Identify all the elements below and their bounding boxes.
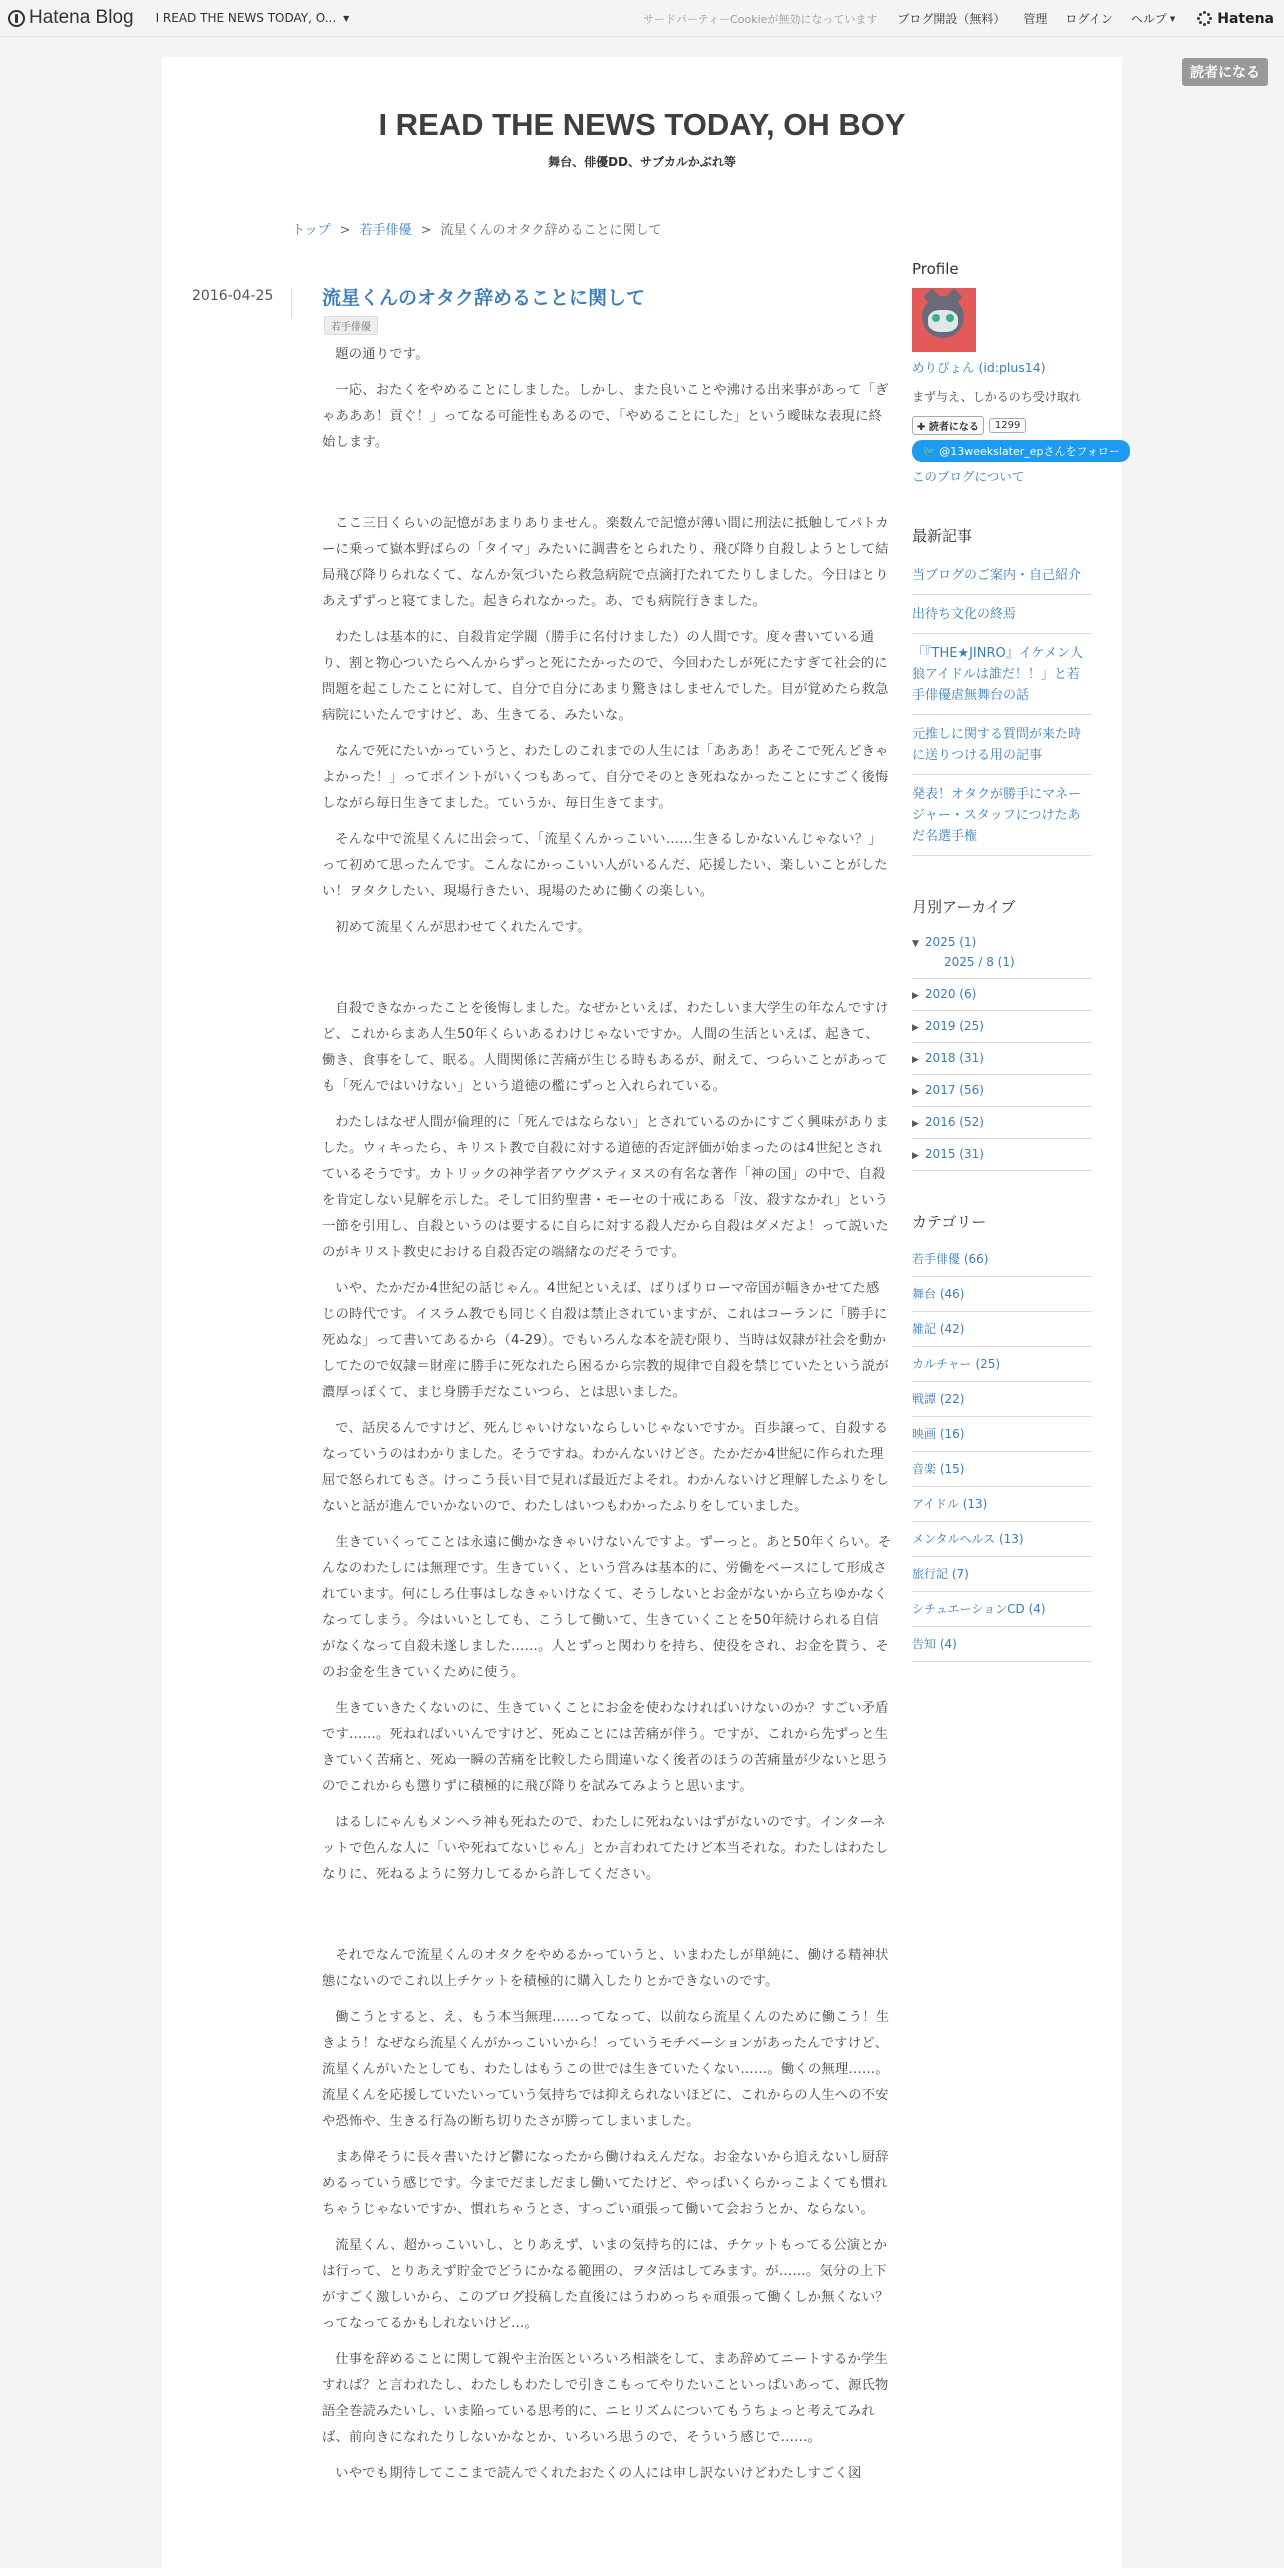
entry-paragraph: いやでも期待してここまで読んでくれたおたくの人には申し訳ないけどわたしすごく図 xyxy=(335,2466,862,2481)
category-list xyxy=(912,1242,1092,1662)
cookie-notice: サードパーティーCookieが無効になっています xyxy=(643,12,878,26)
entry-paragraph: まあ偉そうに長々書いたけど鬱になったから働けねえんだな。お金ないから追えないし厨辞めるっていう感じです。今までだましだまし働いてたけど、やっぱいくらかっこよくても慣れちゃうじゃないですか、慣れちゃうとさ、すっごい頑張って働いて会おうとか、ならない。 xyxy=(322,2150,889,2217)
archive-item xyxy=(912,1107,1092,1139)
entry-paragraph: ここ三日くらいの記憶があまりありません。楽数んで記憶が薄い間に刑法に抵触してパトカーに乗って嶽本野ばらの「タイマ」みたいに調書をとられたり、飛び降り自殺しようとして結局飛び降りられなくて、なんか気づいたら救急病院で点滴打たれてたりしました。今日はとりあえずずっと寝てました。起きられなかった。あ、でも病院行きました。 xyxy=(322,516,889,609)
entry-paragraph: 初めて流星くんが思わせてくれたんです。 xyxy=(335,920,591,935)
archive-heading: 月別アーカイブ xyxy=(912,898,1016,916)
category-link[interactable]: 若手俳優 (66) xyxy=(912,1252,989,1266)
archive-item xyxy=(912,1011,1092,1043)
recent-list xyxy=(912,556,1092,856)
entry-paragraph: それでなんで流星くんのオタクをやめるかっていうと、いまわたしが単純に、働ける精神状態にないのでこれ以上チケットを積極的に購入したりとかできないのです。 xyxy=(322,1948,889,1989)
twitter-follow-button[interactable]: 🐦 @13weekslater_epさんをフォロー xyxy=(912,440,1130,462)
archive-year-link[interactable]: 2025 (1) xyxy=(924,935,977,949)
triangle-right-icon[interactable]: ▶ xyxy=(912,1087,919,1097)
profile-user-link[interactable]: めりぴょん (id:plus14) xyxy=(912,360,1046,375)
breadcrumb-current: 流星くんのオタク辞めることに関して xyxy=(440,223,662,238)
brand-label: Hatena Blog xyxy=(29,7,134,28)
category-link[interactable]: 音楽 (15) xyxy=(912,1462,965,1476)
blog-title[interactable]: I READ THE NEWS TODAY, OH BOY xyxy=(378,107,906,142)
archive-year-link[interactable]: 2020 (6) xyxy=(924,987,977,1001)
list-item xyxy=(912,775,1092,856)
hatena-label: Hatena xyxy=(1217,10,1274,27)
list-item xyxy=(912,1522,1092,1557)
recent-article-link[interactable]: 出待ち文化の終焉 xyxy=(912,607,1017,622)
list-item xyxy=(912,1417,1092,1452)
category-link[interactable]: 映画 (16) xyxy=(912,1427,965,1441)
login-link[interactable]: ログイン xyxy=(1065,12,1113,26)
entry-paragraph: 働こうとすると、え、もう本当無理……ってなって、以前なら流星くんのために働こう！生きよう！なぜなら流星くんがかっこいいから！っていうモチベーションがあったんですけど、流星くんがいたとしても、わたしはもうこの世では生きていたくない……。働くの無理……。流星くんを応援していたいっていう気持ちでは抑えられないほどに、これからの人生への不安や恐怖や、生きる行為の断ち切りたさが勝ってしまいました。 xyxy=(322,2010,890,2129)
list-item xyxy=(912,634,1092,715)
archive-item xyxy=(912,1075,1092,1107)
category-link[interactable]: 旅行記 (7) xyxy=(912,1567,969,1581)
blog-panel xyxy=(162,57,1122,2568)
category-link[interactable]: 戦譚 (22) xyxy=(912,1392,965,1406)
list-item xyxy=(912,1592,1092,1627)
category-link[interactable]: 舞台 (46) xyxy=(912,1287,965,1301)
entry-paragraph: 自殺できなかったことを後悔しました。なぜかといえば、わたしいま大学生の年なんですけど、これからまあ人生50年くらいあるわけじゃないですか。人間の生活といえば、起きて、働き、食事をして、眠る。人間関係に苦痛が生じる時もあるが、耐えて、つらいことがあっても「死んではいけない」という道徳の檻にずっと入れられている。 xyxy=(322,1001,889,1094)
triangle-right-icon[interactable]: ▶ xyxy=(912,1151,919,1161)
hatena-dots-icon xyxy=(1197,11,1212,26)
profile-heading: Profile xyxy=(912,260,959,278)
reader-count: 1299 xyxy=(989,418,1026,433)
entry-paragraph: わたしはなぜ人間が倫理的に「死んではならない」とされているのかにすごく興味がありました。ウィキったら、キリスト教で自殺に対する道徳的否定評価が始まったのは4世紀とされているそうです。カトリックの神学者アウグスティヌスの有名な著作「神の国」の中で、自殺を肯定しない見解を示した。そして旧約聖書・モーセの十戒にある「汝、殺すなかれ」という一節を引用し、自殺というのは要するに自らに対する殺人だから自殺はダメだよ！って説いたのがキリスト教史における自殺否定の端緒なのだそうです。 xyxy=(322,1115,889,1260)
archive-item xyxy=(912,979,1092,1011)
avatar[interactable] xyxy=(912,288,976,352)
list-item xyxy=(912,715,1092,775)
sidebar xyxy=(912,260,1120,1662)
category-link[interactable]: シチュエーションCD (4) xyxy=(912,1602,1046,1616)
archive-year-link[interactable]: 2017 (56) xyxy=(924,1083,984,1097)
caret-down-icon: ▼ xyxy=(343,13,350,23)
recent-article-link[interactable]: 発表！オタクが勝手にマネージャー・スタッフにつけたあだ名選手権 xyxy=(912,787,1082,844)
entry-paragraph: 題の通りです。 xyxy=(335,347,429,362)
list-item xyxy=(912,1312,1092,1347)
category-link[interactable]: メンタルヘルス (13) xyxy=(912,1532,1024,1546)
help-label: ヘルプ xyxy=(1130,12,1167,26)
global-header xyxy=(0,0,1284,37)
archive-year-link[interactable]: 2018 (31) xyxy=(924,1051,984,1065)
list-item xyxy=(912,1627,1092,1662)
entry-paragraph: 流星くん、超かっこいいし、とりあえず、いまの気持ち的には、チケットもってる公演とかは行って、とりあえず貯金でどうにかなる範囲の、ヲタ活はしてみます。が……。気分の上下がすごく激しいから、このブログ投稿した直後にはうわめっちゃ頑張って働くしか無くない？ってなってるかもしれないけど…。 xyxy=(322,2238,889,2331)
entry-paragraph: そんな中で流星くんに出会って、「流星くんかっこいい……生きるしかないんじゃない？」って初めて思ったんです。こんなにかっこいい人がいるんだ、応援したい、楽しいことがしたい！ヲタクしたい、現場行きたい、現場のために働くの楽しい。 xyxy=(322,832,888,899)
entry-paragraph: 仕事を辞めることに関して親や主治医といろいろ相談をして、まあ辞めてニートするか学生すれば？と言われたし、わたしもわたしで引きこもってやりたいこといっぱいあって、源氏物語全巻読みたいし、いま陥っている思考的に、ニヒリズムについてもうちょっと考えてみれば、前向きになれたりしないかなとか、いろいろ思うので、そういう感じで……。 xyxy=(322,2352,889,2445)
archive-item xyxy=(912,1043,1092,1075)
archive-list xyxy=(912,927,1092,1171)
hatena-blog-logo[interactable] xyxy=(8,7,134,29)
caret-down-icon: ▼ xyxy=(1169,14,1176,23)
recent-article-link[interactable]: 「『THE★JINRO』イケメン人狼アイドルは誰だ！！」と若手俳優虐無舞台の話 xyxy=(912,646,1083,703)
entry-paragraph: で、話戻るんですけど、死んじゃいけないならしいじゃないですか。百歩譲って、自殺するなっていうのはわかりました。そうですね。わかんないけどさ。たかだか4世紀に作られた理屈で怒られてもさ。けっこう長い目で見れば最近だよそれ。わかんないけど理解したふりをしないと話が進んでいかないので、わたしはいつもわかったふりをしていました。 xyxy=(322,1421,890,1514)
archive-item xyxy=(912,1139,1092,1171)
blog-selector-label: I READ THE NEWS TODAY, O... xyxy=(155,11,337,25)
list-item xyxy=(912,595,1092,634)
list-item xyxy=(912,1382,1092,1417)
archive-year-link[interactable]: 2016 (52) xyxy=(924,1115,984,1129)
entry-paragraph: 一応、おたくをやめることにしました。しかし、また良いことや沸ける出来事があって「ぎゃあああ！貢ぐ！」ってなる可能性もあるので、「やめることにした」という曖昧な表現に終始します。 xyxy=(322,383,889,450)
list-item xyxy=(912,1557,1092,1592)
admin-link[interactable]: 管理 xyxy=(1023,12,1048,26)
sidebar-subscribe-label: 読者になる xyxy=(928,422,979,433)
sidebar-subscribe-button[interactable]: ✚ 読者になる xyxy=(912,416,984,435)
entry-category-badge[interactable]: 若手俳優 xyxy=(324,316,378,335)
list-item xyxy=(912,1452,1092,1487)
entry-paragraph: いや、たかだか4世紀の話じゃん。4世紀といえば、ばりばりローマ帝国が幅きかせてた感じの時代です。イスラム教でも同じく自殺は禁止されていますが、これはコーランに「勝手に死ぬな」って書いてあるから（4-29）。でもいろんな本を読む限り、当時は奴隷が社会を動かしてたので奴隷＝財産に勝手に死なれたら困るから宗教的規律で自殺を禁じていたという説が濃厚っぽくて、まじ身勝手だなこいつら、とは思いました。 xyxy=(322,1281,889,1400)
recent-article-link[interactable]: 当ブログのご案内・自己紹介 xyxy=(912,568,1082,583)
blog-description: 舞台、俳優DD、サブカルかぶれ等 xyxy=(548,155,736,169)
profile-bio: まず与え、しかるのち受け取れ xyxy=(912,390,1081,404)
category-link[interactable]: 雑記 (42) xyxy=(912,1322,965,1336)
triangle-down-icon[interactable]: ▼ xyxy=(912,939,919,949)
recent-heading: 最新記事 xyxy=(912,527,973,545)
archive-item xyxy=(912,927,1092,979)
subscribe-button[interactable]: 読者になる xyxy=(1182,58,1268,86)
about-blog-link[interactable]: このブログについて xyxy=(912,469,1025,484)
entry-paragraph: はるしにゃんもメンヘラ神も死ねたので、わたしに死ねないはずがないのです。インターネットで色んな人に「いや死ねてないじゃん」とか言われてたけど本当それな。わたしはわたしなりに、死ねるように努力してるから許してください。 xyxy=(322,1815,889,1882)
entry-paragraph: 生きていきたくないのに、生きていくことにお金を使わなければいけないのか？すごい矛盾です……。死ねればいいんですけど、死ぬことには苦痛が伴う。ですが、これから先ずっと生きていく苦痛と、死ぬ一瞬の苦痛を比較したら間違いなく後者のほうの苦痛量が少ないと思うのでこれからも懲りずに積極的に飛び降りを試みてみようと思います。 xyxy=(322,1701,889,1794)
list-item xyxy=(912,1487,1092,1522)
entry-title[interactable]: 流星くんのオタク辞めることに関して xyxy=(322,287,646,309)
category-heading: カテゴリー xyxy=(912,1213,987,1231)
entry-paragraph: 生きていくってことは永遠に働かなきゃいけないんですよ。ずーっと。あと50年くらい。そんなのわたしには無理です。生きていく、という営みは基本的に、労働をベースにして形成されています。何にしろ仕事はしなきゃいけなくて、そうしないとお金がないから立ちゆかなくなってしまう。今はいいとしても、こうして働いて、生きていくことを50年続けられる自信がなくなって自殺未遂しました……。人とずっと関わりを持ち、使役をされ、お金を貰う、そのお金を生きていくために使う。 xyxy=(322,1535,892,1680)
entry-paragraph: わたしは基本的に、自殺肯定学閥（勝手に名付けました）の人間です。度々書いている通り、割と物心ついたらへんからずっと死にたかったので、今回わたしが死にたすぎて社会的に問題を起こしたことに対して、自分で自分にあまり驚きはしませんでした。目が覚めたら救急病院にいたんですけど、あ、生きてる、みたいな。 xyxy=(322,630,889,723)
help-menu[interactable] xyxy=(1131,10,1175,27)
breadcrumb-top[interactable]: トップ xyxy=(292,223,331,238)
open-blog-link[interactable]: ブログ開設（無料） xyxy=(897,12,1006,26)
hatena-blog-icon xyxy=(8,10,25,27)
entry-body xyxy=(322,342,892,2497)
hatena-menu[interactable] xyxy=(1197,11,1274,27)
list-item xyxy=(912,1242,1092,1277)
triangle-right-icon[interactable]: ▶ xyxy=(912,1055,919,1065)
category-link[interactable]: アイドル (13) xyxy=(912,1497,988,1511)
breadcrumb-category[interactable]: 若手俳優 xyxy=(359,223,412,238)
entry-date[interactable]: 2016-04-25 xyxy=(192,288,292,318)
recent-article-link[interactable]: 元推しに関する質問が来た時に送りつける用の記事 xyxy=(912,727,1082,763)
blog-selector[interactable] xyxy=(156,11,350,25)
triangle-right-icon[interactable]: ▶ xyxy=(912,1023,919,1033)
global-nav xyxy=(643,0,1274,37)
category-link[interactable]: カルチャー (25) xyxy=(912,1357,1001,1371)
list-item xyxy=(912,1347,1092,1382)
entry-paragraph: なんで死にたいかっていうと、わたしのこれまでの人生には「あああ！あそこで死んどきゃよかった！」ってポイントがいくつもあって、自分でそのとき死ねなかったことにすごく後悔しながら毎日生きてました。ていうか、毎日生きてます。 xyxy=(322,744,889,811)
list-item xyxy=(912,1277,1092,1312)
follow-label: @13weekslater_epさんをフォロー xyxy=(939,445,1120,458)
category-link[interactable]: 告知 (4) xyxy=(912,1637,957,1651)
list-item xyxy=(912,556,1092,595)
archive-month-link[interactable]: 2025 / 8 (1) xyxy=(944,955,1015,969)
breadcrumb: トップ > 若手俳優 > 流星くんのオタク辞めることに関して xyxy=(292,223,662,238)
triangle-right-icon[interactable]: ▶ xyxy=(912,991,919,1001)
archive-year-link[interactable]: 2015 (31) xyxy=(924,1147,984,1161)
archive-year-link[interactable]: 2019 (25) xyxy=(924,1019,984,1033)
reader-row xyxy=(912,416,1092,435)
triangle-right-icon[interactable]: ▶ xyxy=(912,1119,919,1129)
